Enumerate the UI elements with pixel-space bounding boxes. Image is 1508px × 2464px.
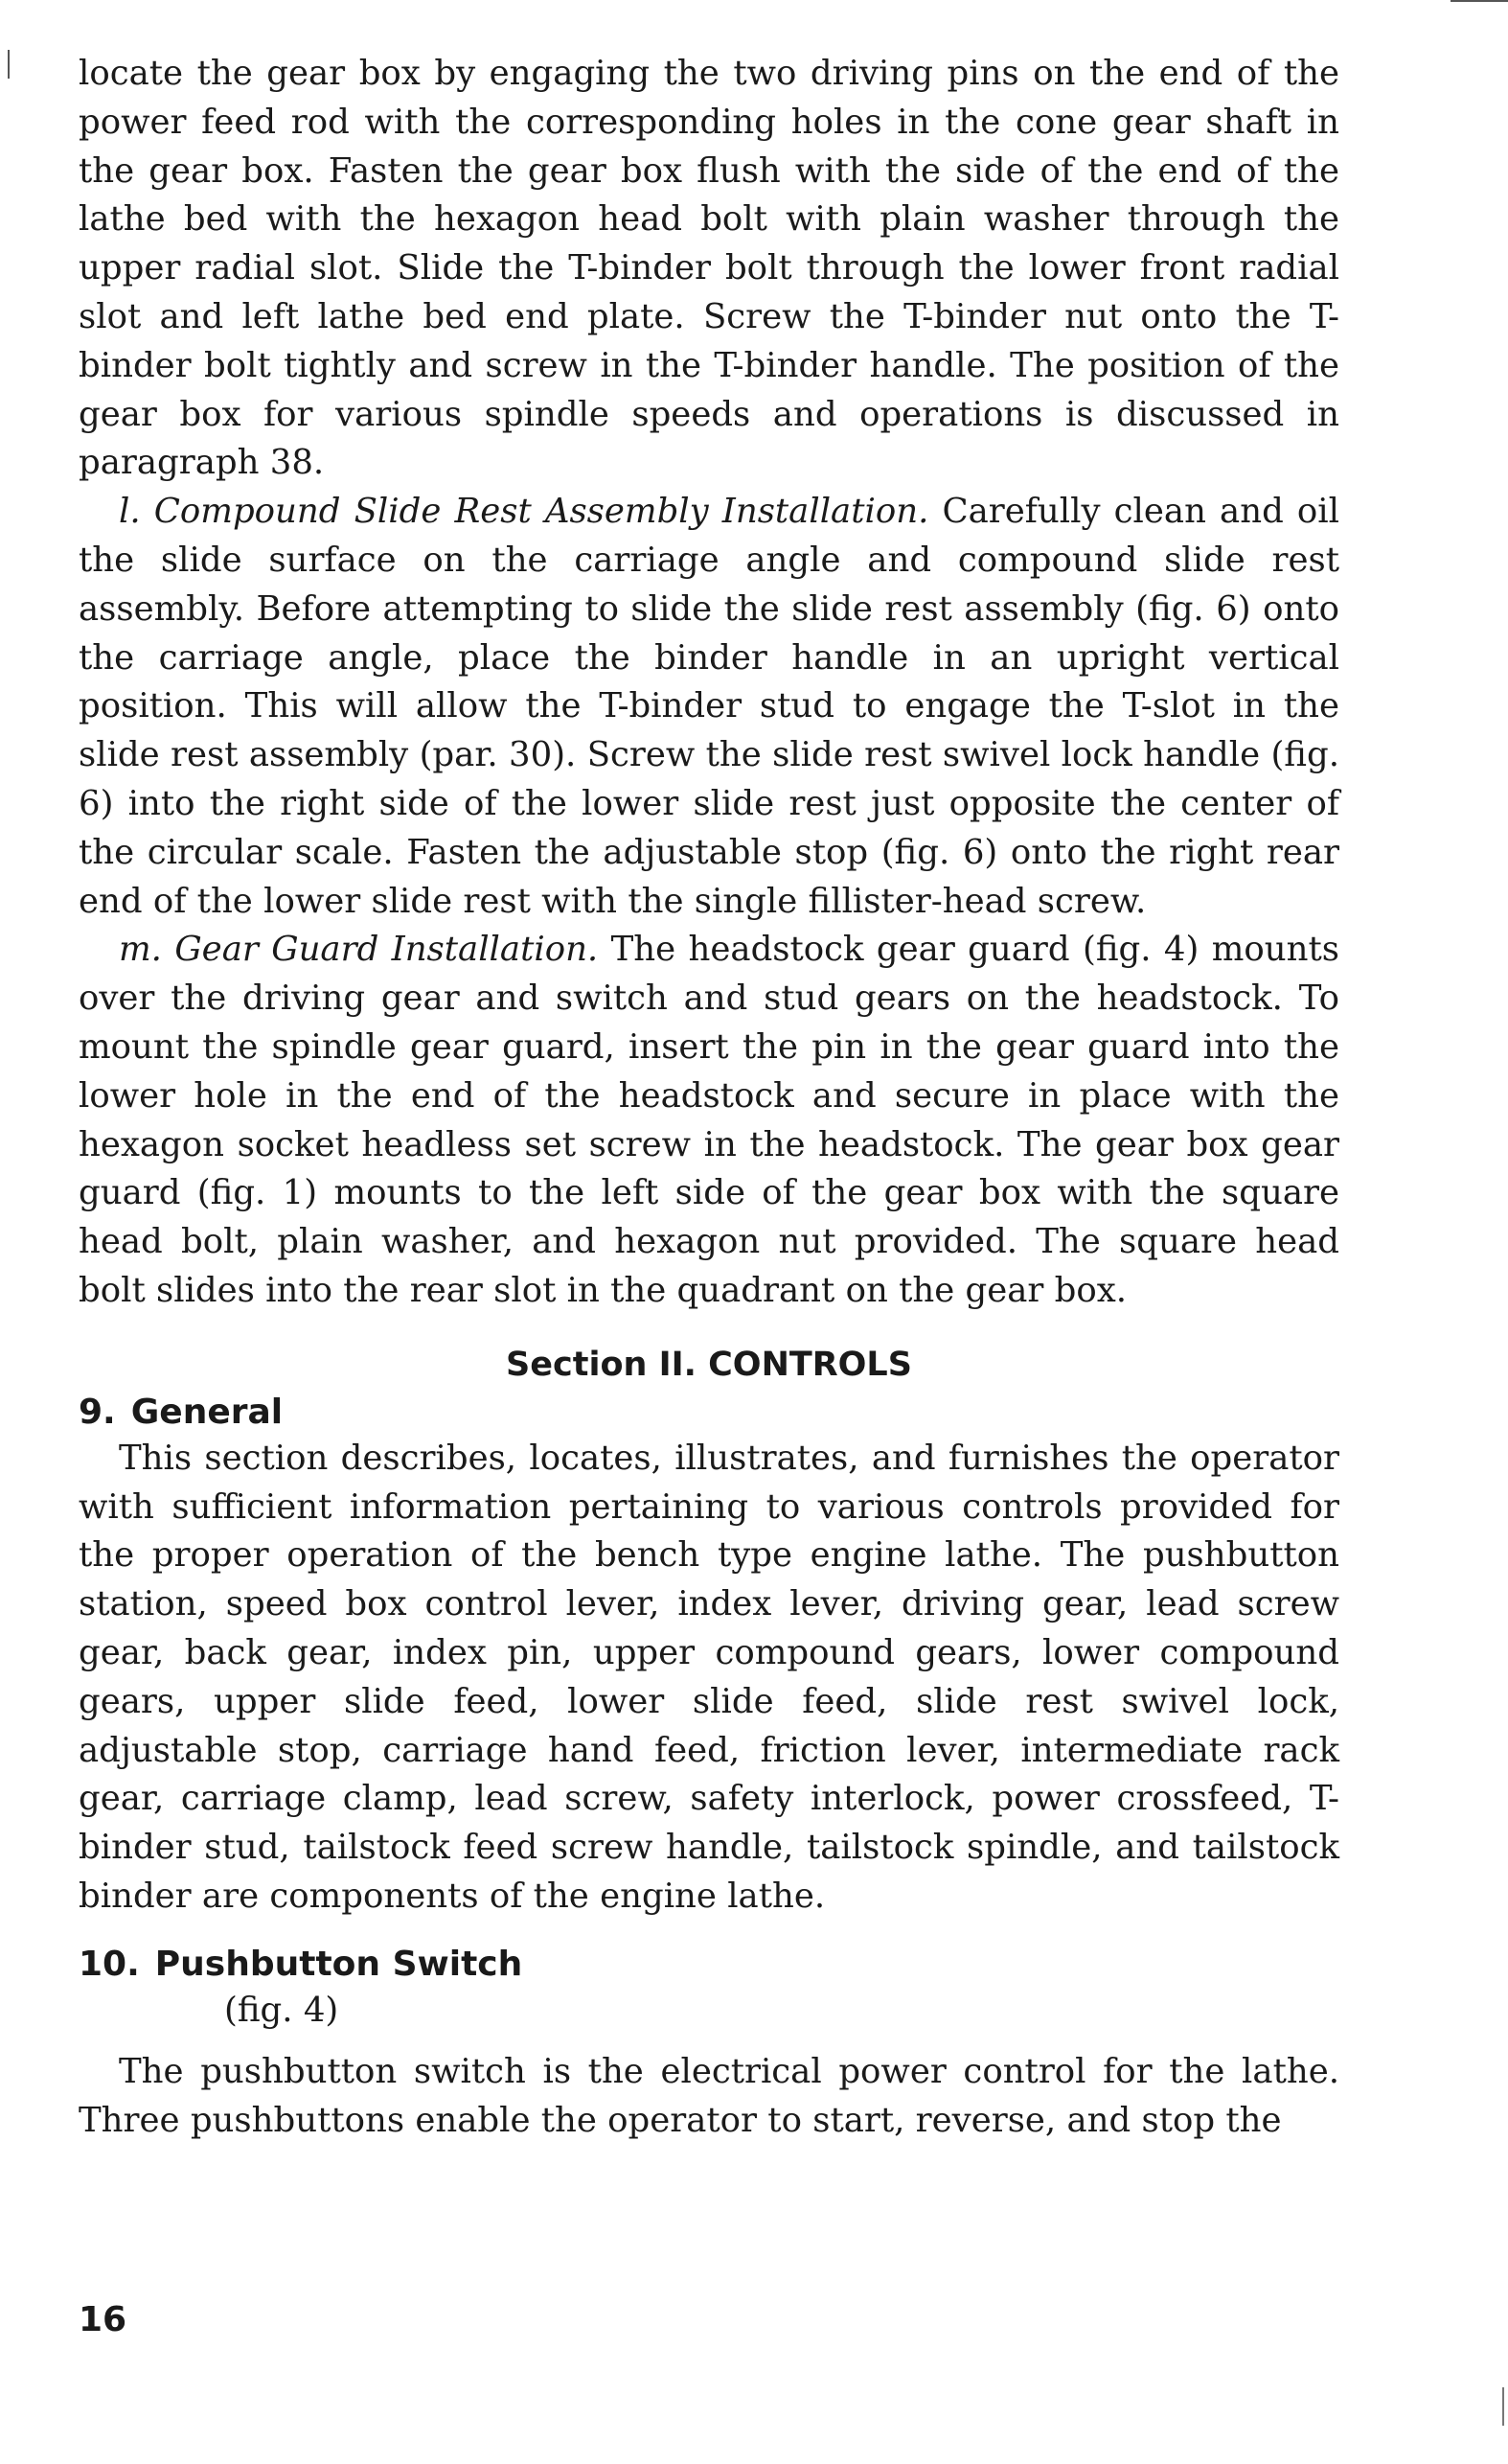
continuation-paragraph: locate the gear box by engaging the two driving pins on the end of the power feed rod with the corresponding holes in the cone gear shaft in the gear box. Fasten the gear box flush with the side of the end of the lathe bed with the hexagon head bolt with plain washer through the upper radial slot. Slide the T-binder bolt through the lower front radial slot and left lathe bed end plate. Screw the T-binder nut onto the T-binder bolt tightly and screw in the T-binder handle. The position of the gear box for various spindle speeds and operations is discussed in paragraph 38.	[79, 54, 1339, 483]
subparagraph-l-body: Carefully clean and oil the slide surface on the carriage angle and compound slide rest assembly. Before attempting to slide the slide rest assembly (fig. 6) onto the carriage angle, place the binder handle in an upright vertical position. This will allow the T-binder stud to engage the T-slot in the slide rest assembly (par. 30). Screw the slide rest swivel lock handle (fig. 6) into the right side of the lower slide rest just opposite the center of the circular scale. Fasten the adjustable stop (fig. 6) onto the right rear end of the lower slide rest with the single fillister-head screw.	[79, 492, 1339, 921]
paragraph-number: 9.	[79, 1392, 116, 1432]
subparagraph-m-heading: m. Gear Guard Installation.	[119, 930, 599, 970]
scan-edge-mark	[1502, 2387, 1504, 2426]
paragraph-10-body: The pushbutton switch is the electrical power control for the lathe. Three pushbuttons enable the operator to start, reverse, and stop the	[79, 2052, 1339, 2141]
paragraph-heading-9	[79, 1391, 1339, 1435]
subparagraph-l	[79, 488, 1339, 926]
paragraph-heading-10	[79, 1943, 1339, 1987]
paragraph-9-body: This section describes, locates, illustrates, and furnishes the operator with sufficient information pertaining to various controls provided for the proper operation of the bench type engine lathe. The pushbutton station, speed box control lever, index lever, driving gear, lead screw gear, back gear, index pin, upper compound gears, lower compound gears, upper slide feed, lower slide feed, slide rest swivel lock, adjustable stop, carriage hand feed, friction lever, intermediate rack gear, carriage clamp, lead screw, safety interlock, power crossfeed, T-binder stud, tailstock feed screw handle, tailstock spindle, and tailstock binder are components of the engine lathe.	[79, 1438, 1339, 1916]
subparagraph-m	[79, 926, 1339, 1315]
scan-edge-mark	[8, 50, 10, 79]
page-number: 16	[79, 2300, 127, 2339]
section-heading: Section II. CONTROLS	[506, 1345, 912, 1384]
paragraph-title: Pushbutton Switch	[154, 1944, 523, 1984]
subparagraph-m-body: The headstock gear guard (fig. 4) mounts over the driving gear and switch and stud gears on the headstock. To mount the spindle gear guard, insert the pin in the gear guard into the lower hole in the end of the headstock and secure in place with the hexagon socket headless set screw in the headstock. The gear box gear guard (fig. 1) mounts to the left side of the gear box with the square head bolt, plain washer, and hexagon nut provided. The square head bolt slides into the rear slot in the quadrant on the gear box.	[79, 930, 1339, 1310]
subparagraph-l-heading: l. Compound Slide Rest Assembly Installation.	[119, 492, 929, 532]
figure-reference: (fig. 4)	[224, 1990, 339, 2030]
paragraph-title: General	[130, 1392, 284, 1432]
paragraph-number: 10.	[79, 1944, 140, 1984]
scan-edge-mark	[1451, 0, 1508, 2]
document-page	[79, 50, 1339, 2146]
